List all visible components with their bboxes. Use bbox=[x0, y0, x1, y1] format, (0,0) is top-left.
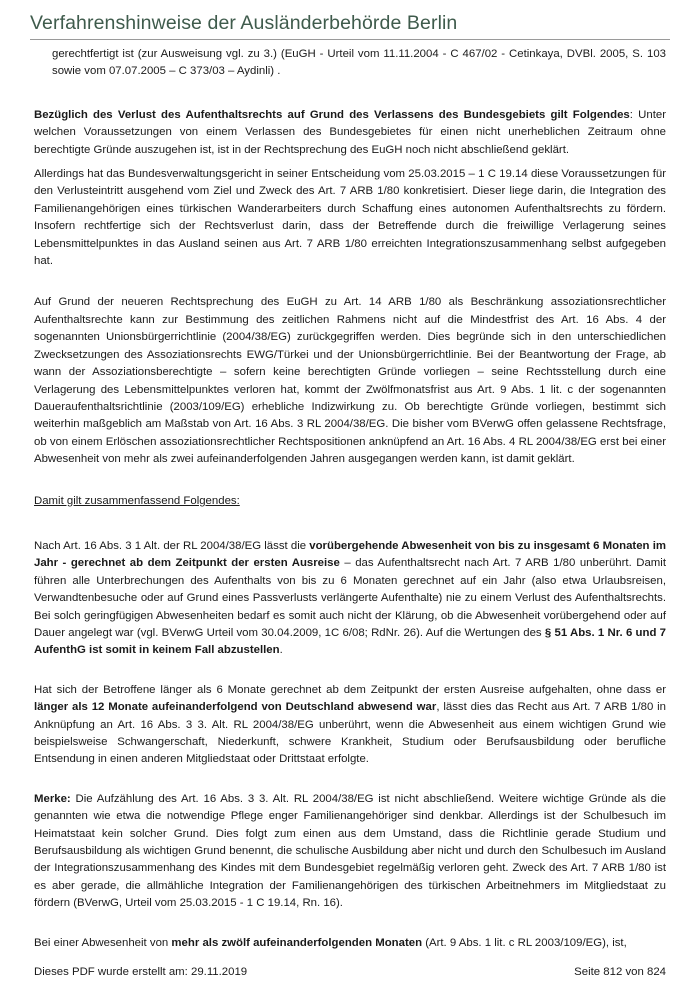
bold-run: § 51 Abs. 1 Nr. 6 und 7 AufenthG ist somit in keinem Fall abzustellen bbox=[34, 626, 666, 657]
text-run: – das Aufenthaltsrecht nach Art. 7 ARB 1/80 unberührt. Damit führen alle Unterbrechungen des Aufenthalts von bis zu 6 Monaten gerechnet auf ein Jahr (also etwa Urlaubsreisen, Verwandtenbesuche oder auf Grund eines Passverlusts verlängerte Aufenthalte) nie zu einem Verlust des Aufenthaltsrechts. Bei solch geringfügigen Abwesenheiten bedarf es somit auch nicht der Klärung, ob die Abwesenheit vorübergehend oder auf Dauer angelegt war (vgl. BVerwG Urteil vom 30.04.2009, 1C 6/08; RdNr. 26). Auf die Wertungen des bbox=[34, 557, 666, 639]
page-number: Seite 812 von 824 bbox=[574, 966, 666, 978]
text-run: Allerdings hat das Bundesverwaltungsgericht in seiner Entscheidung vom 25.03.2015 – 1 C 19.14 diese Voraussetzungen für den Verlusteintritt ausgehend vom Ziel und Zweck des Art. 7 ARB 1/80 konkretisiert. Dieser liege darin, die Integration des Familienangehörigen eines türkischen Wanderarbeiters durch Schaffung eines autonomen Aufenthaltsrechts zu fördern. Insofern rechtfertige sich der Rechtsverlust darin, dass der Betreffende durch die freiwillige Verlagerung seines Lebensmittelpunktes in das Ausland seinen aus Art. 7 ARB 1/80 erreichten Integrationszusammenhang selbst aufgegeben hat. bbox=[34, 168, 666, 268]
text-run: . bbox=[279, 644, 283, 657]
text-run: , lässt dies das Recht aus Art. 7 ARB 1/80 in Anknüpfung an Art. 16 Abs. 3 3. Alt. RL 2004/38/EG unberührt, wenn die Abwesenheit aus einem wichtigen Grund wie beispielsweise Schwangerschaft, Niederkunft, schwere Krankheit, Studium oder Berufsausbildung oder berufliche Entsendung in einen anderen Mitgliedstaat oder Drittstaat erfolgte. bbox=[34, 701, 666, 766]
paragraph-over-twelve-months bbox=[34, 935, 666, 952]
text-run: Auf Grund der neueren Rechtsprechung des EuGH zu Art. 14 ARB 1/80 als Beschränkung assoziationsrechtlicher Aufenthaltsrechte kann zur Bestimmung des zeitlichen Rahmens nicht auf die Mindestfrist des Art. 16 Abs. 4 der sogenannten Unionsbürgerrichtlinie (2004/38/EG) zurückgegriffen werden. Dies begründe sich in den unterschiedlichen Zwecksetzungen des Assoziationsrechts EWG/Türkei und der Unionsbürgerrichtlinie. Bei der Beantwortung der Frage, ab wann der Assoziationsberechtigte – sofern keine berechtigten Gründe vorliegen – seine Rechtsstellung durch eine Verlagerung des Lebensmittelpunktes verloren hat, kommt der Zwölfmonatsfrist aus Art. 9 Abs. 1 lit. c der sogenannten Daueraufenthaltsrichtlinie (2003/109/EG) erhebliche Indizwirkung zu. Ob berechtigte Gründe vorliegen, bestimmt sich weiterhin maßgeblich am Maßstab von Art. 16 Abs. 3 RL 2004/38/EG. Die bisher vom BVerwG offen gelassene Rechtsfrage, ob von einem Erlöschen assoziationsrechtlicher Rechtspositionen anknüpfend an Art. 16 Abs. 4 RL 2004/38/EG erst bei einer Abwesenheit von mehr als zwei aufeinanderfolgenden Jahren ausgegangen werden kann, ist damit geklärt. bbox=[34, 296, 666, 466]
paragraph-continuation bbox=[34, 46, 666, 81]
bold-run: Merke: bbox=[34, 792, 71, 805]
text-run: Damit gilt zusammenfassend Folgendes: bbox=[34, 494, 240, 507]
paragraph-twelve-months bbox=[34, 682, 666, 769]
document-title: Verfahrenshinweise der Ausländerbehörde Berlin bbox=[30, 12, 458, 34]
text-run: Nach Art. 16 Abs. 3 1 Alt. der RL 2004/38/EG lässt die bbox=[34, 539, 310, 552]
paragraph-summary-heading bbox=[34, 493, 666, 510]
page-footer bbox=[34, 966, 666, 978]
document-body bbox=[34, 46, 666, 959]
pdf-created-date: Dieses PDF wurde erstellt am: 29.11.2019 bbox=[34, 966, 248, 978]
bold-run: länger als 12 Monate aufeinanderfolgend von Deutschland abwesend war bbox=[34, 701, 437, 714]
text-run: Die Aufzählung des Art. 16 Abs. 3 3. Alt. RL 2004/38/EG ist nicht abschließend. Weitere wichtige Gründe als die genannten wie etwa die notwendige Pflege enger Familienangehöriger sind denkbar. Allerdings ist der Schulbesuch im Heimatstaat kein solcher Grund. Dies folgt zum einen aus dem Umstand, dass die Richtlinie gerade Studium und Berufsausbildung als wichtigen Grund benennt, die schulische Ausbildung aber nicht und durch den Schulbesuch im Ausland der Integrationszusammenhang des Kindes mit dem Bundesgebiet regelmäßig verloren geht. Zweck des Art. 7 ARB 1/80 ist es aber gerade, die allmähliche Integration der Familienangehörigen des türkischen Arbeitnehmers im Mitgliedstaat zu fördern (BVerwG, Urteil vom 25.03.2015 - 1 C 19.14, Rn. 16). bbox=[34, 792, 666, 910]
paragraph-merke bbox=[34, 791, 666, 913]
paragraph-verlust-heading bbox=[34, 107, 666, 159]
paragraph-six-months bbox=[34, 538, 666, 660]
page-header bbox=[30, 12, 670, 40]
paragraph-eugh-art14 bbox=[34, 294, 666, 468]
bold-run: mehr als zwölf aufeinanderfolgenden Monaten bbox=[171, 936, 423, 949]
text-run: (Art. 9 Abs. 1 lit. c RL 2003/109/EG), ist, bbox=[422, 936, 627, 949]
bold-run: Bezüglich des Verlust des Aufenthaltsrechts auf Grund des Verlassens des Bundesgebiets gilt Folgendes bbox=[34, 108, 630, 121]
text-run: gerechtfertigt ist (zur Ausweisung vgl. zu 3.) (EuGH - Urteil vom 11.11.2004 - C 467/02 - Cetinkaya, DVBl. 2005, S. 103 sowie vom 07.07.2005 – C 373/03 – Aydinli) . bbox=[52, 48, 666, 78]
text-run: Bei einer Abwesenheit von bbox=[34, 936, 172, 949]
text-run: Hat sich der Betroffene länger als 6 Monate gerechnet ab dem Zeitpunkt der ersten Ausreise aufgehalten, ohne dass er bbox=[34, 683, 666, 696]
text-run: : Unter welchen Voraussetzungen von einem Verlassen des Bundesgebietes für einen nicht unerheblichen Zeitraum ohne berechtigte Gründe auszugehen ist, ist in der Rechtsprechung des EuGH noch nicht abschließend geklärt. bbox=[34, 108, 666, 156]
bold-run: vorübergehende Abwesenheit von bis zu insgesamt 6 Monaten im Jahr - gerechnet ab dem Zeitpunkt der ersten Ausreise bbox=[34, 539, 666, 570]
paragraph-bverwg bbox=[34, 166, 666, 270]
